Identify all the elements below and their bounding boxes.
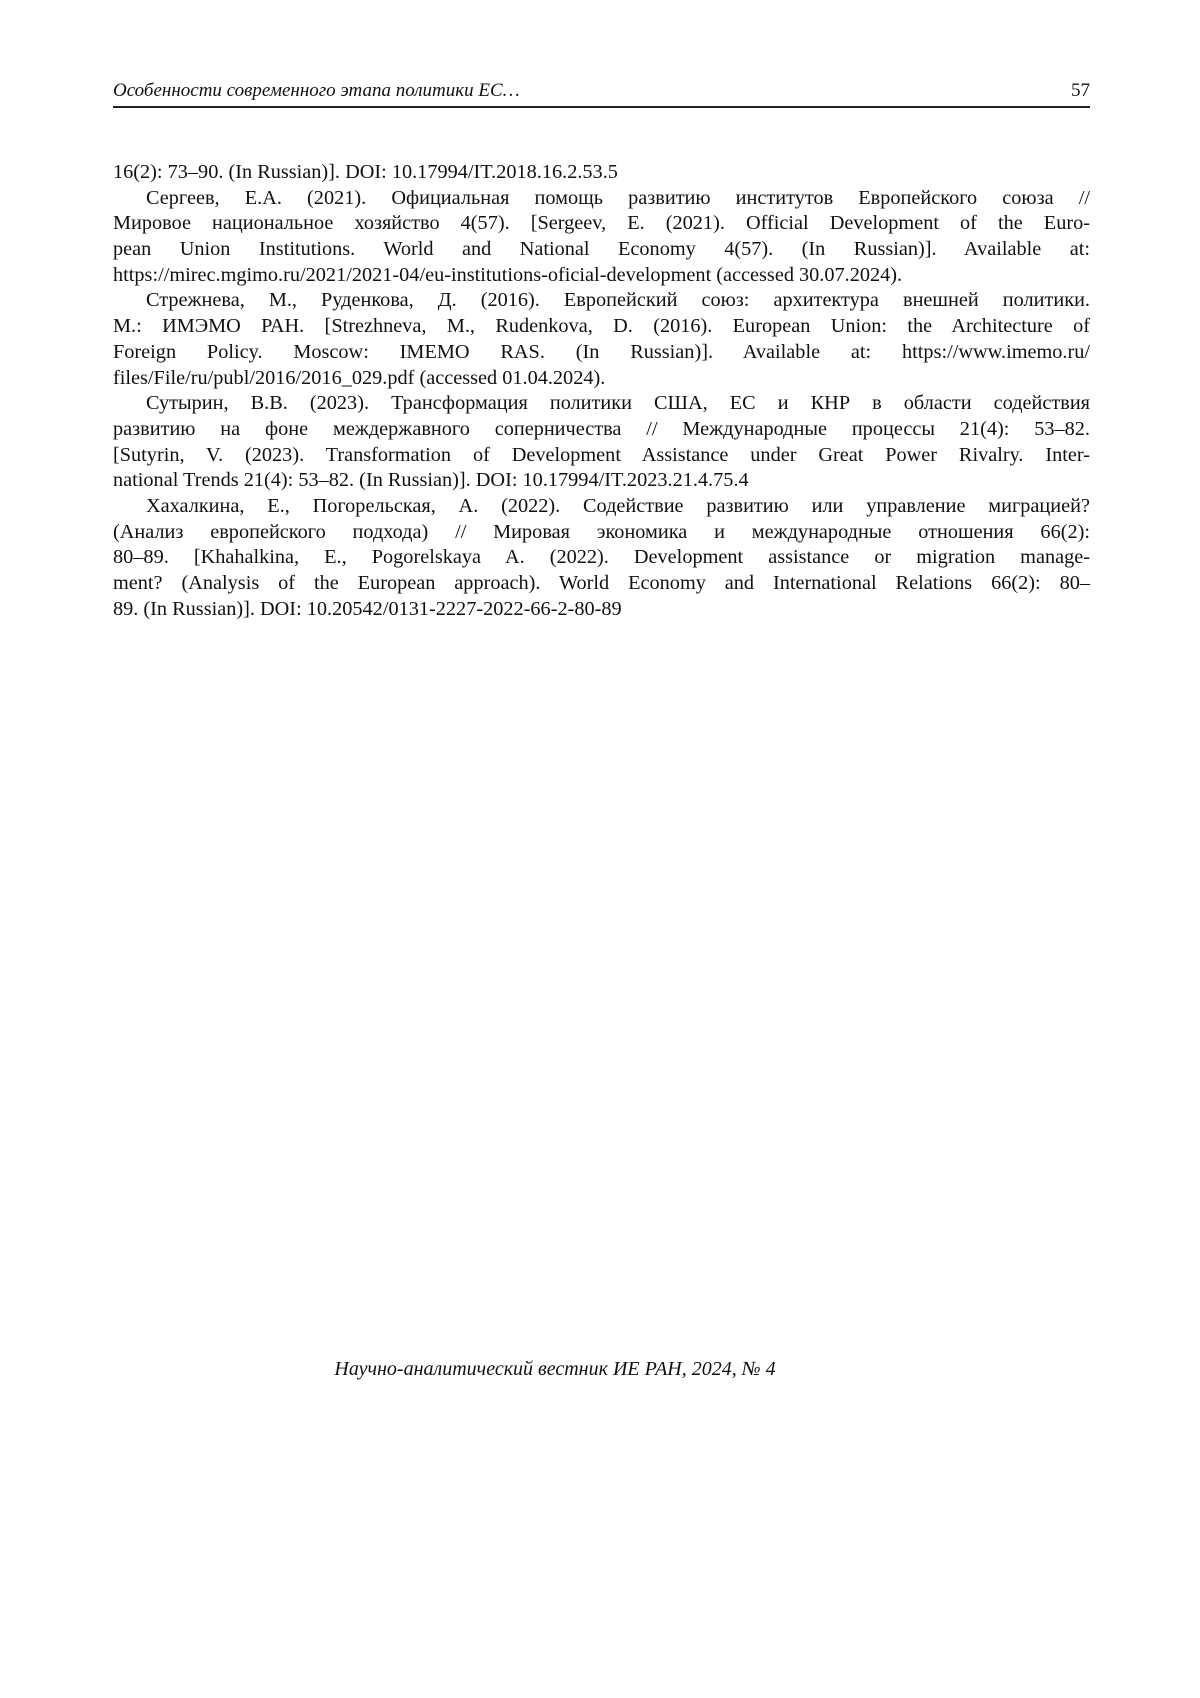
reference-line: развитию на фоне междержавного соперничества // Международные процессы 21(4): 53–82. (113, 417, 1090, 440)
page-number: 57 (1071, 80, 1090, 101)
reference-line: ment? (Analysis of the European approach). World Economy and International Relations 66(2): 80– (113, 572, 1090, 594)
reference-entry (113, 160, 1090, 186)
reference-line: (Анализ европейского подхода) // Мировая экономика и международные отношения 66(2): (113, 520, 1090, 543)
reference-line: pean Union Institutions. World and National Economy 4(57). (In Russian)]. Available at: (113, 238, 1090, 261)
reference-line: 16(2): 73–90. (In Russian)]. DOI: 10.17994/IT.2018.16.2.53.5 (113, 161, 618, 183)
journal-footer: Научно-аналитический вестник ИЕ РАН, 2024, № 4 (334, 1358, 776, 1380)
reference-line: М.: ИМЭМО РАН. [Strezhneva, M., Rudenkova, D. (2016). European Union: the Architecture of (113, 315, 1090, 338)
running-title: Особенности современного этапа политики ЕС… (113, 80, 520, 101)
reference-line: Хахалкина, Е., Погорельская, А. (2022). Содействие развитию или управление миграцией? (146, 494, 1090, 517)
reference-line: 80–89. [Khahalkina, E., Pogorelskaya A. (2022). Development assistance or migration manage- (113, 546, 1090, 569)
reference-line: files/File/ru/publ/2016/2016_029.pdf (accessed 01.04.2024). (113, 366, 606, 389)
reference-list (113, 160, 1090, 622)
reference-entry (113, 494, 1090, 622)
reference-line: Стрежнева, М., Руденкова, Д. (2016). Европейский союз: архитектура внешней политики. (146, 289, 1090, 312)
reference-entry (113, 391, 1090, 494)
reference-entry (113, 288, 1090, 391)
reference-line: Foreign Policy. Moscow: IMEMO RAS. (In Russian)]. Available at: https://www.imemo.ru/ (113, 340, 1090, 363)
reference-line: https://mirec.mgimo.ru/2021/2021-04/eu-institutions-oficial-development (accessed 30.07.2024). (113, 263, 903, 286)
reference-line: Мировое национальное хозяйство 4(57). [Sergeev, E. (2021). Official Development of the Euro- (113, 212, 1090, 235)
reference-line: Сутырин, В.В. (2023). Трансформация политики США, ЕС и КНР в области содействия (146, 392, 1090, 415)
reference-line: national Trends 21(4): 53–82. (In Russian)]. DOI: 10.17994/IT.2023.21.4.75.4 (113, 469, 749, 492)
reference-line: [Sutyrin, V. (2023). Transformation of Development Assistance under Great Power Rivalry. Inter- (113, 443, 1090, 466)
running-header (113, 78, 1090, 108)
reference-line: Сергеев, Е.А. (2021). Официальная помощь развитию институтов Европейского союза // (146, 186, 1090, 209)
reference-line: 89. (In Russian)]. DOI: 10.20542/0131-2227-2022-66-2-80-89 (113, 597, 622, 620)
reference-entry (113, 186, 1090, 289)
